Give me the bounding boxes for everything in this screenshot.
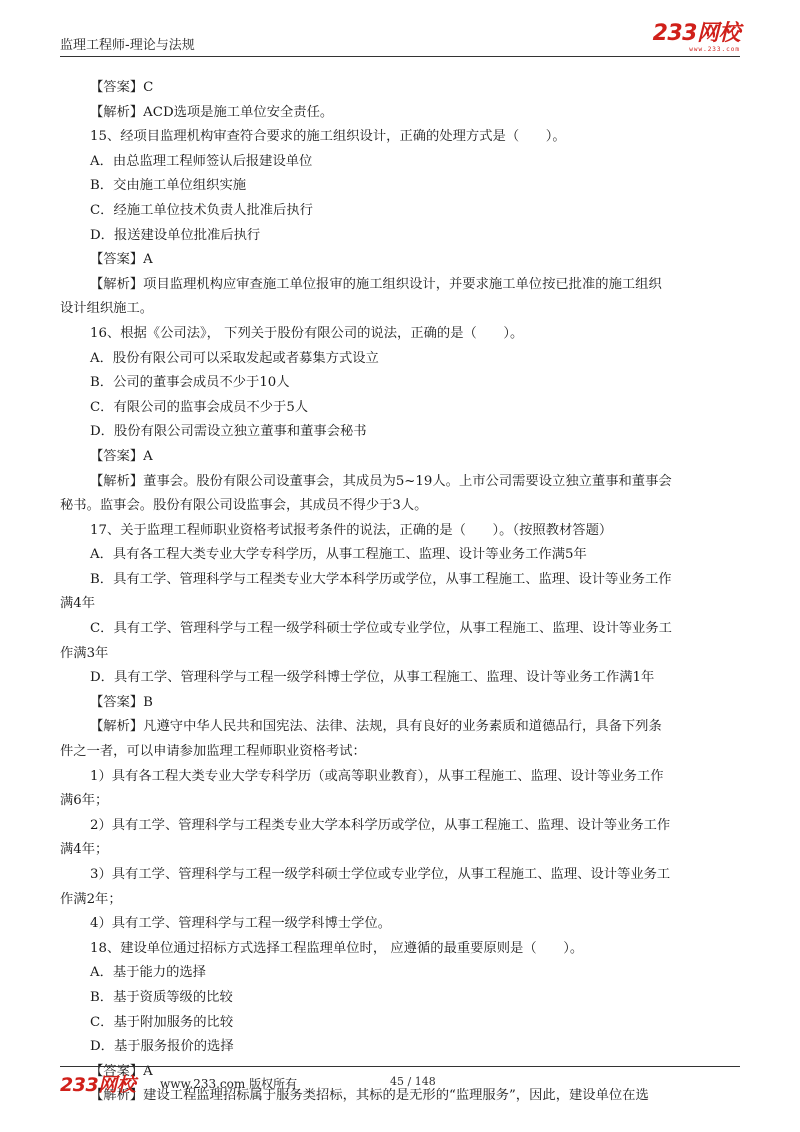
text-line: 2）具有工学、管理科学与工程类专业大学本科学历或学位，从事工程施工、监理、设计等业务工作 xyxy=(90,817,671,833)
text-line: 【答案】A xyxy=(90,252,153,268)
footer-logo: 233网校 xyxy=(60,1074,136,1096)
text-line: B．具有工学、管理科学与工程类专业大学本科学历或学位，从事工程施工、监理、设计等业务工作 xyxy=(90,571,672,587)
text-line: 16、根据《公司法》， 下列关于股份有限公司的说法，正确的是（ ）。 xyxy=(90,325,524,341)
text-line: B．交由施工单位组织实施 xyxy=(90,178,247,194)
header-divider xyxy=(60,56,740,57)
text-line: A．基于能力的选择 xyxy=(90,965,206,981)
text-line: 【答案】C xyxy=(90,80,154,95)
text-line: 设计组织施工。 xyxy=(60,301,154,317)
text-line: 4）具有工学、管理科学与工程一级学科博士学位。 xyxy=(90,916,391,932)
text-line: 满4年； xyxy=(60,842,109,858)
text-line: 【解析】项目监理机构应审查施工单位报审的施工组织设计，并要求施工单位按已批准的施工组织 xyxy=(90,276,662,292)
text-line: C．具有工学、管理科学与工程一级学科硕士学位或专业学位，从事工程施工、监理、设计等业务工 xyxy=(90,621,672,637)
text-line: 满4年 xyxy=(60,596,96,612)
text-line: 18、建设单位通过招标方式选择工程监理单位时， 应遵循的最重要原则是（ ）。 xyxy=(90,940,584,956)
text-line: 【答案】A xyxy=(90,1063,153,1079)
page-number: 45 / 148 xyxy=(390,1075,436,1088)
text-line: 17、关于监理工程师职业资格考试报考条件的说法，正确的是（ ）。（按照教材答题） xyxy=(90,522,613,538)
text-line: 满6年； xyxy=(60,793,109,809)
text-line: 【答案】B xyxy=(90,694,153,710)
text-line: 【解析】凡遵守中华人民共和国宪法、法律、法规，具有良好的业务素质和道德品行，具备下列条 xyxy=(90,719,662,735)
text-line: A．由总监理工程师签认后报建设单位 xyxy=(90,153,313,169)
text-line: 秘书。监事会。股份有限公司设监事会，其成员不得少于3人。 xyxy=(60,498,428,514)
text-line: 1）具有各工程大类专业大学专科学历（或高等职业教育），从事工程施工、监理、设计等业务工作 xyxy=(90,768,664,784)
page-header xyxy=(60,22,740,58)
footer-copyright: www.233.com 版权所有 xyxy=(160,1077,298,1091)
text-line: A．具有各工程大类专业大学专科学历，从事工程施工、监理、设计等业务工作满5年 xyxy=(90,547,587,563)
logo-url: www.233.com xyxy=(689,46,740,53)
logo-text: 233网校 xyxy=(652,21,740,46)
text-line: 件之一者，可以申请参加监理工程师职业资格考试： xyxy=(60,744,366,760)
text-line: 3）具有工学、管理科学与工程一级学科硕士学位或专业学位，从事工程施工、监理、设计等业务工 xyxy=(90,867,671,882)
text-line: 【解析】建设工程监理招标属于服务类招标，其标的是无形的“监理服务”，因此，建设单位在选 xyxy=(90,1088,649,1104)
document-title: 监理工程师-理论与法规 xyxy=(60,38,195,53)
text-line: C．基于附加服务的比较 xyxy=(90,1014,234,1030)
text-line: 【解析】董事会。股份有限公司设董事会，其成员为5~19人。上市公司需要设立独立董事和董事会 xyxy=(90,473,672,489)
text-line: C．有限公司的监事会成员不少于5人 xyxy=(90,399,309,415)
text-line: D．报送建设单位批准后执行 xyxy=(90,227,261,243)
text-line: B．公司的董事会成员不少于10人 xyxy=(90,375,290,391)
text-line: A．股份有限公司可以采取发起或者募集方式设立 xyxy=(90,350,379,366)
text-line: 15、经项目监理机构审查符合要求的施工组织设计，正确的处理方式是（ ）。 xyxy=(90,129,566,145)
text-line: 作满3年 xyxy=(60,645,109,661)
text-line: D．基于服务报价的选择 xyxy=(90,1039,234,1055)
text-line: B．基于资质等级的比较 xyxy=(90,989,233,1005)
brand-logo xyxy=(653,22,740,54)
text-line: D．具有工学、管理科学与工程一级学科博士学位，从事工程施工、监理、设计等业务工作满1年 xyxy=(90,670,655,686)
page-body xyxy=(60,76,735,1109)
footer-divider xyxy=(60,1066,740,1067)
text-line: 【解析】ACD选项是施工单位安全责任。 xyxy=(90,104,334,120)
text-line: 【答案】A xyxy=(90,448,153,464)
text-line: C．经施工单位技术负责人批准后执行 xyxy=(90,202,313,218)
page-footer xyxy=(60,1070,740,1094)
text-line: D．股份有限公司需设立独立董事和董事会秘书 xyxy=(90,424,367,440)
text-line: 作满2年； xyxy=(60,891,122,907)
